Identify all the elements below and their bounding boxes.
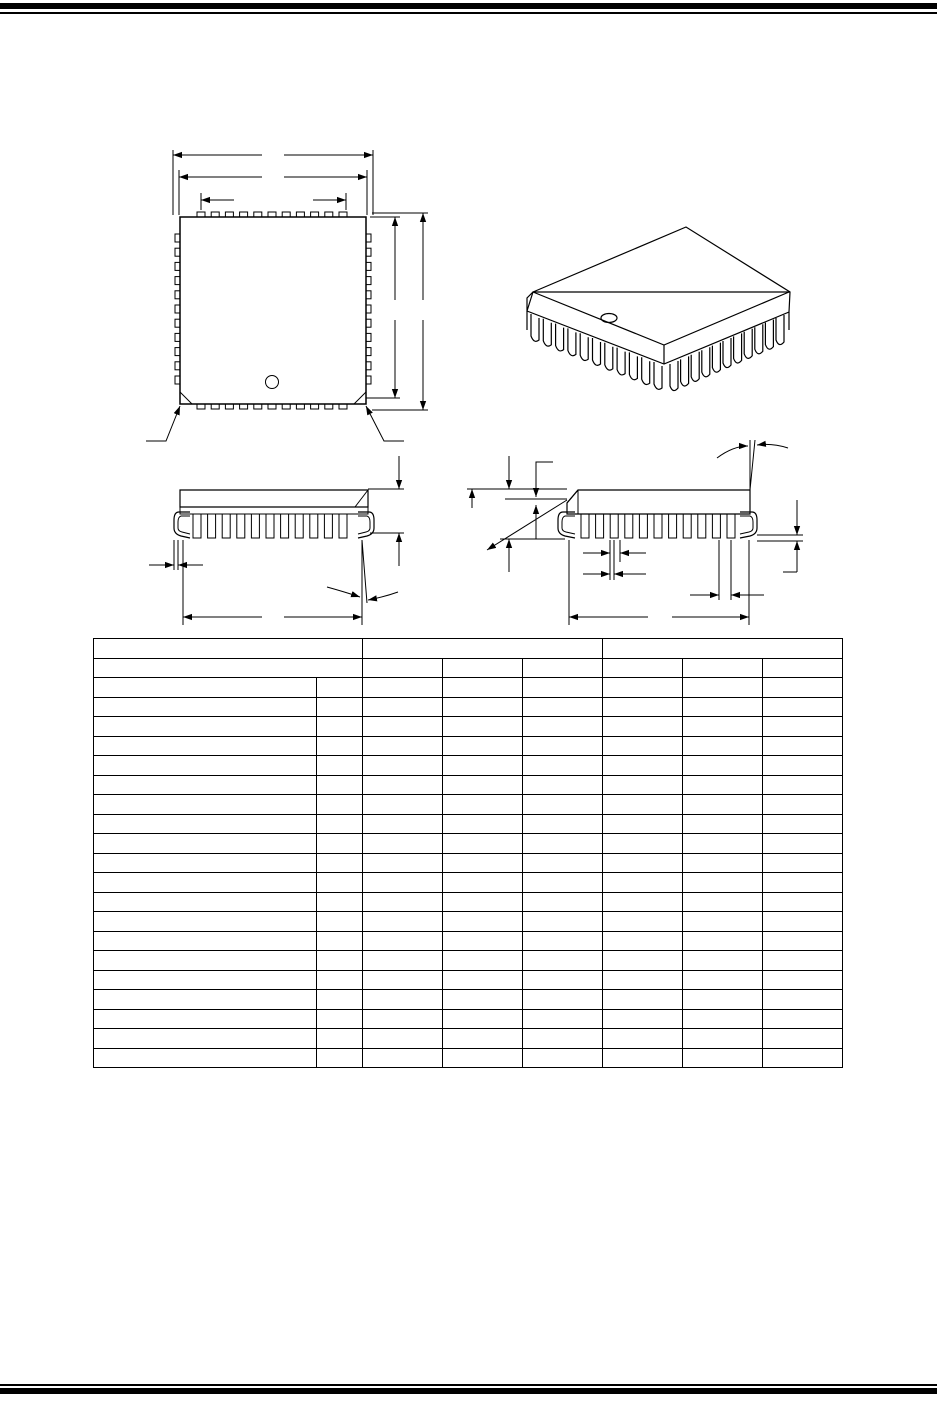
table-cell: [443, 717, 523, 737]
iso-lead: [531, 314, 539, 341]
table-cell: [443, 931, 523, 951]
iso-lead: [755, 324, 763, 354]
iso-lead: [556, 324, 564, 351]
iso-lead: [702, 347, 710, 377]
end-leads: [581, 514, 735, 538]
table-cell: [763, 834, 843, 854]
table-cell: [763, 951, 843, 971]
table-cell: [443, 678, 523, 698]
table-cell: [763, 736, 843, 756]
table-cell: [94, 756, 317, 776]
iso-lead: [670, 361, 678, 391]
iso-lead: [654, 362, 662, 389]
iso-lead: [681, 356, 689, 386]
table-cell: [94, 795, 317, 815]
table-cell: [443, 756, 523, 776]
iso-lead: [712, 343, 720, 373]
table-cell: [603, 853, 683, 873]
isometric-view: [527, 227, 790, 391]
table-row: [94, 912, 843, 932]
table-row: [94, 756, 843, 776]
table-cell: [683, 931, 763, 951]
table-cell: [523, 678, 603, 698]
table-cell: [443, 990, 523, 1010]
footer-rule-thick: [0, 1388, 937, 1394]
table-cell: [523, 873, 603, 893]
table-cell: [94, 697, 317, 717]
table-cell: [94, 1048, 317, 1068]
table-cell: [763, 1029, 843, 1049]
lead: [639, 514, 647, 538]
table-cell: [317, 795, 363, 815]
table-cell: [523, 1029, 603, 1049]
end-side-view: [467, 440, 803, 625]
table-cell: [603, 1009, 683, 1029]
side-leads: [193, 514, 347, 538]
table-cell: [443, 873, 523, 893]
iso-lead: [605, 343, 613, 370]
table-cell: [763, 814, 843, 834]
table-cell: [363, 775, 443, 795]
front-side-view: [149, 456, 404, 625]
table-cell: [443, 1009, 523, 1029]
limit-header-cell: [603, 658, 683, 678]
iso-lead: [776, 315, 784, 345]
table-cell: [763, 931, 843, 951]
limit-header-cell: [363, 658, 443, 678]
table-cell: [363, 1009, 443, 1029]
table-cell: [443, 1029, 523, 1049]
table-row: [94, 717, 843, 737]
table-cell: [363, 912, 443, 932]
table-cell: [317, 1009, 363, 1029]
table-row: [94, 1048, 843, 1068]
table-cell: [363, 1029, 443, 1049]
table-cell: [317, 736, 363, 756]
lead: [712, 514, 720, 538]
table-cell: [523, 892, 603, 912]
iso-lead: [543, 319, 551, 346]
lead: [596, 514, 604, 538]
table-cell: [94, 951, 317, 971]
table-cell: [683, 892, 763, 912]
table-cell: [317, 892, 363, 912]
table-cell: [363, 873, 443, 893]
table-row: [94, 834, 843, 854]
table-cell: [363, 697, 443, 717]
lead: [266, 514, 274, 538]
iso-lead: [723, 338, 731, 368]
iso-lead: [580, 333, 588, 360]
table-cell: [523, 795, 603, 815]
table-cell: [603, 814, 683, 834]
pin1-indicator: [266, 376, 279, 389]
iso-lead: [691, 352, 699, 382]
table-cell: [443, 951, 523, 971]
units-label-cell: [94, 639, 363, 659]
table-cell: [317, 931, 363, 951]
table-row: [94, 678, 843, 698]
table-cell: [363, 990, 443, 1010]
lead: [295, 514, 303, 538]
table-cell: [363, 678, 443, 698]
table-cell: [683, 873, 763, 893]
limit-header-cell: [683, 658, 763, 678]
table-header-row: [94, 639, 843, 659]
iso-left-leads: [531, 314, 662, 389]
table-cell: [363, 756, 443, 776]
lead: [610, 514, 618, 538]
table-cell: [603, 678, 683, 698]
table-cell: [317, 1029, 363, 1049]
lead: [581, 514, 589, 538]
table-cell: [317, 717, 363, 737]
table-cell: [683, 736, 763, 756]
table-cell: [683, 775, 763, 795]
table-cell: [443, 736, 523, 756]
table-cell: [683, 717, 763, 737]
table-cell: [603, 1048, 683, 1068]
lead: [683, 514, 691, 538]
table-row: [94, 775, 843, 795]
iso-lead: [642, 357, 650, 384]
lead: [727, 514, 735, 538]
table-cell: [603, 756, 683, 776]
table-cell: [603, 697, 683, 717]
table-cell: [523, 775, 603, 795]
iso-top-face: [527, 227, 790, 364]
table-row: [94, 931, 843, 951]
table-cell: [443, 1048, 523, 1068]
table-cell: [443, 970, 523, 990]
table-cell: [683, 678, 763, 698]
table-cell: [363, 892, 443, 912]
table-row: [94, 853, 843, 873]
table-cell: [603, 736, 683, 756]
table-cell: [683, 990, 763, 1010]
table-cell: [94, 970, 317, 990]
table-cell: [317, 912, 363, 932]
table-cell: [683, 912, 763, 932]
table-cell: [523, 912, 603, 932]
table-cell: [683, 1009, 763, 1029]
table-cell: [603, 795, 683, 815]
table-cell: [317, 951, 363, 971]
table-cell: [317, 873, 363, 893]
table-cell: [603, 970, 683, 990]
table-cell: [523, 990, 603, 1010]
table-cell: [317, 970, 363, 990]
table-cell: [603, 834, 683, 854]
lead: [324, 514, 332, 538]
table-cell: [603, 775, 683, 795]
table-cell: [363, 951, 443, 971]
table-cell: [94, 990, 317, 1010]
table-row: [94, 697, 843, 717]
iso-lead: [593, 338, 601, 365]
table-row: [94, 951, 843, 971]
table-row: [94, 795, 843, 815]
side-body: [180, 490, 368, 507]
table-cell: [317, 756, 363, 776]
table-cell: [443, 814, 523, 834]
top-view: [146, 150, 428, 441]
table-cell: [523, 717, 603, 737]
table-cell: [363, 736, 443, 756]
table-cell: [363, 1048, 443, 1068]
iso-lead: [734, 333, 742, 363]
table-cell: [443, 834, 523, 854]
table-cell: [683, 795, 763, 815]
table-cell: [683, 951, 763, 971]
table-cell: [443, 697, 523, 717]
table-cell: [523, 1048, 603, 1068]
iso-right-leads: [670, 315, 784, 391]
table-cell: [317, 775, 363, 795]
table-cell: [603, 1029, 683, 1049]
table-cell: [523, 834, 603, 854]
table-cell: [683, 853, 763, 873]
table-cell: [94, 834, 317, 854]
table-cell: [763, 756, 843, 776]
units-group-2: [603, 639, 843, 659]
table-cell: [603, 892, 683, 912]
table-cell: [683, 834, 763, 854]
limit-header-cell: [443, 658, 523, 678]
table-cell: [763, 795, 843, 815]
lead: [237, 514, 245, 538]
table-cell: [523, 931, 603, 951]
table-cell: [683, 970, 763, 990]
dimension-table: [93, 638, 843, 1068]
iso-lead: [744, 329, 752, 359]
table-cell: [443, 912, 523, 932]
lead: [669, 514, 677, 538]
limit-header-cell: [523, 658, 603, 678]
lead: [193, 514, 201, 538]
table-cell: [603, 717, 683, 737]
table-cell: [683, 756, 763, 776]
table-cell: [94, 912, 317, 932]
table-cell: [443, 853, 523, 873]
table-cell: [94, 678, 317, 698]
iso-lead: [568, 328, 576, 355]
lead: [654, 514, 662, 538]
table-cell: [763, 678, 843, 698]
lead: [698, 514, 706, 538]
table-cell: [317, 834, 363, 854]
table-cell: [603, 931, 683, 951]
table-cell: [94, 1009, 317, 1029]
table-cell: [317, 814, 363, 834]
table-cell: [523, 756, 603, 776]
table-cell: [94, 775, 317, 795]
table-cell: [94, 1029, 317, 1049]
table-cell: [603, 873, 683, 893]
lead: [625, 514, 633, 538]
table-cell: [763, 717, 843, 737]
table-cell: [363, 717, 443, 737]
table-cell: [363, 834, 443, 854]
table-cell: [317, 990, 363, 1010]
table-cell: [763, 990, 843, 1010]
table-row: [94, 970, 843, 990]
iso-pin1-dot: [601, 314, 617, 323]
table-row: [94, 873, 843, 893]
units-group-1: [363, 639, 603, 659]
table-cell: [363, 795, 443, 815]
table-cell: [683, 814, 763, 834]
table-cell: [94, 873, 317, 893]
table-cell: [363, 931, 443, 951]
table-cell: [523, 814, 603, 834]
table-cell: [363, 970, 443, 990]
table-cell: [523, 1009, 603, 1029]
limit-header-cell: [763, 658, 843, 678]
table-row: [94, 990, 843, 1010]
package-drawing: [0, 0, 937, 640]
table-cell: [94, 717, 317, 737]
table-cell: [603, 990, 683, 1010]
table-cell: [763, 775, 843, 795]
table-cell: [763, 853, 843, 873]
table-cell: [763, 873, 843, 893]
table-cell: [763, 970, 843, 990]
table-row: [94, 814, 843, 834]
table-cell: [763, 912, 843, 932]
table-cell: [443, 892, 523, 912]
table-cell: [363, 814, 443, 834]
table-cell: [94, 736, 317, 756]
table-row: [94, 1009, 843, 1029]
table-cell: [94, 931, 317, 951]
lead: [251, 514, 259, 538]
table-cell: [94, 853, 317, 873]
table-cell: [763, 892, 843, 912]
table-cell: [94, 892, 317, 912]
footer-rule-thin: [0, 1384, 937, 1386]
table-cell: [443, 795, 523, 815]
table-cell: [763, 1048, 843, 1068]
lead: [339, 514, 347, 538]
lead: [208, 514, 216, 538]
table-cell: [317, 678, 363, 698]
table-header-row: [94, 658, 843, 678]
lead: [281, 514, 289, 538]
end-body: [567, 490, 750, 514]
table-cell: [363, 853, 443, 873]
table-cell: [683, 697, 763, 717]
table-row: [94, 1029, 843, 1049]
table-cell: [683, 1029, 763, 1049]
table-cell: [523, 970, 603, 990]
table-cell: [763, 1009, 843, 1029]
table-cell: [523, 853, 603, 873]
table-cell: [603, 912, 683, 932]
table-cell: [443, 775, 523, 795]
table-cell: [523, 736, 603, 756]
table-cell: [763, 697, 843, 717]
iso-lead: [765, 320, 773, 350]
iso-lead: [629, 352, 637, 379]
table-cell: [523, 951, 603, 971]
table-cell: [94, 814, 317, 834]
table-row: [94, 892, 843, 912]
table-cell: [683, 1048, 763, 1068]
table-row: [94, 736, 843, 756]
table-cell: [603, 951, 683, 971]
table-cell: [317, 1048, 363, 1068]
iso-lead: [617, 348, 625, 375]
limits-label-cell: [94, 658, 363, 678]
lead: [222, 514, 230, 538]
table-cell: [317, 697, 363, 717]
table-cell: [523, 697, 603, 717]
lead: [310, 514, 318, 538]
table-cell: [317, 853, 363, 873]
